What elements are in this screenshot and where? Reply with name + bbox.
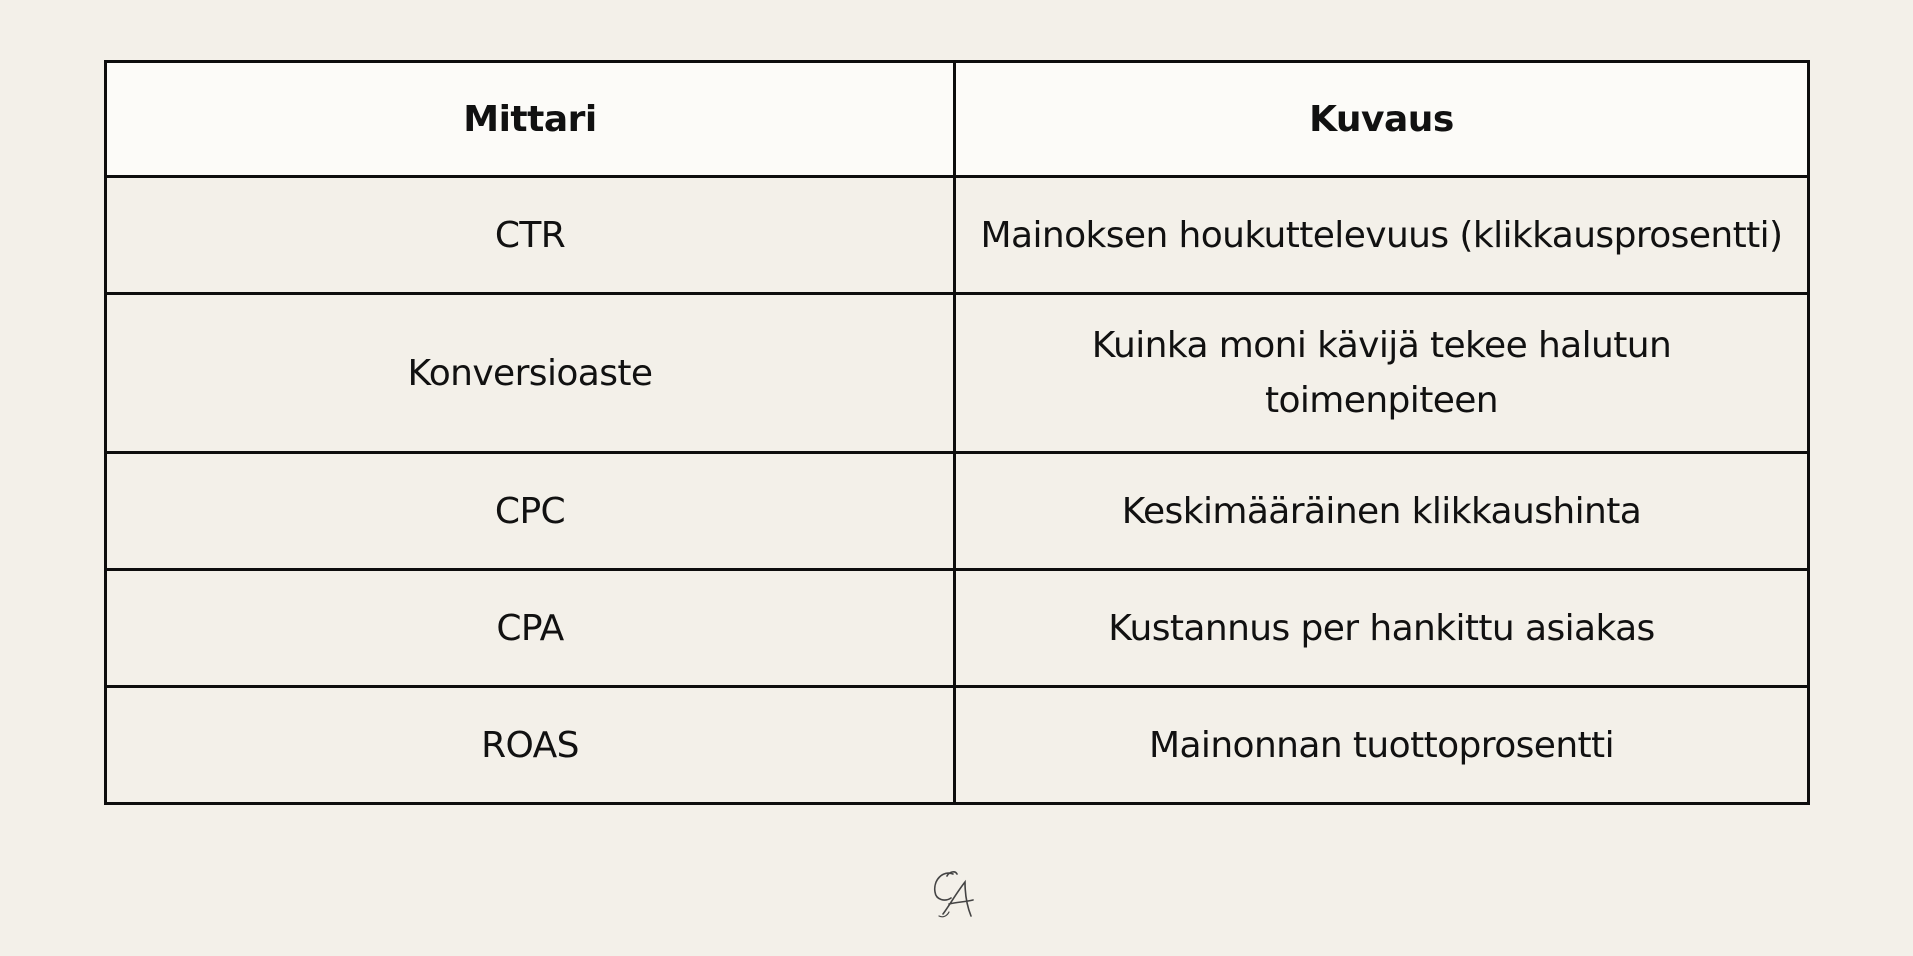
table-row	[106, 294, 1809, 453]
description-cell: Keskimääräinen klikkaushinta	[955, 453, 1809, 570]
monogram-logo-icon	[925, 866, 985, 926]
metric-cell: Konversioaste	[106, 294, 955, 453]
metric-cell: ROAS	[106, 687, 955, 804]
table-header-row	[106, 62, 1809, 177]
metric-cell: CPA	[106, 570, 955, 687]
description-cell: Mainoksen houkuttelevuus (klikkausprosentti)	[955, 177, 1809, 294]
metric-cell: CTR	[106, 177, 955, 294]
table-row	[106, 570, 1809, 687]
metric-cell: CPC	[106, 453, 955, 570]
header-description: Kuvaus	[955, 62, 1809, 177]
table-row	[106, 177, 1809, 294]
description-cell: Mainonnan tuottoprosentti	[955, 687, 1809, 804]
description-cell: Kustannus per hankittu asiakas	[955, 570, 1809, 687]
description-cell: Kuinka moni kävijä tekee halutun toimenpiteen	[955, 294, 1809, 453]
table-row	[106, 453, 1809, 570]
metrics-table-container	[104, 60, 1807, 805]
header-metric: Mittari	[106, 62, 955, 177]
table-row	[106, 687, 1809, 804]
metrics-table	[104, 60, 1810, 805]
